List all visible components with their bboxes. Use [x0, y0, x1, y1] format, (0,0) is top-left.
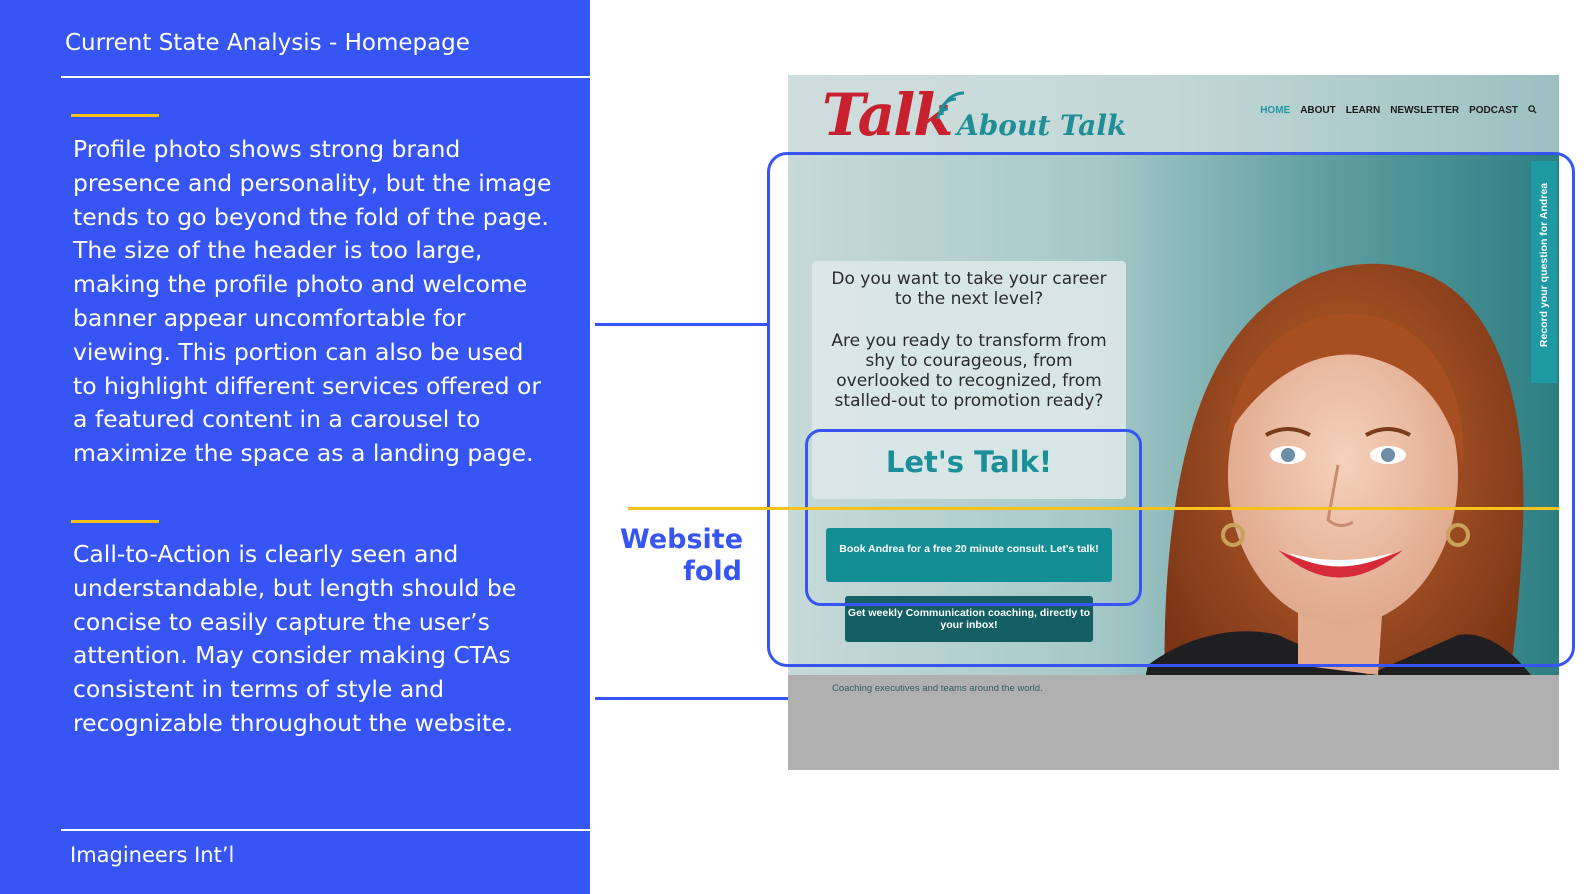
analysis-paragraph-cta: Call-to-Action is clearly seen and understandable, but length should be concise to easily capture the user’s attention. May consider making CTAs consistent in terms of style and recognizable throughout the website.	[73, 540, 517, 737]
site-header	[788, 75, 1559, 155]
newsletter-signup-button[interactable]: Get weekly Communication coaching, directly to your inbox!	[845, 596, 1093, 642]
title-divider	[61, 76, 590, 78]
connector-line-hero	[595, 323, 770, 326]
question-career: Do you want to take your career to the next level?	[831, 269, 1107, 309]
accent-bar	[71, 520, 159, 523]
fold-label-line-1: Website	[620, 524, 744, 555]
search-icon[interactable]	[1528, 105, 1537, 114]
nav-learn[interactable]: LEARN	[1345, 105, 1381, 116]
record-question-label: Record your question for Andrea	[1538, 182, 1550, 348]
website-fold-label	[620, 524, 742, 588]
logo-about-text: About Talk	[957, 109, 1127, 142]
nav-podcast[interactable]: PODCAST	[1469, 105, 1518, 116]
accent-bar	[71, 114, 159, 117]
site-footer-area	[788, 675, 1559, 770]
site-nav	[1260, 105, 1537, 116]
nav-newsletter[interactable]: NEWSLETTER	[1390, 105, 1460, 116]
cta-highlight-box	[805, 429, 1142, 606]
question-transform: Are you ready to transform from shy to courageous, from overlooked to recognized, from stalled-out to promotion ready?	[831, 331, 1107, 411]
left-panel	[0, 0, 590, 894]
book-consult-button[interactable]: Book Andrea for a free 20 minute consult. Let's talk!	[826, 528, 1112, 582]
analysis-paragraph-hero: Profile photo shows strong brand presence and personality, but the image tends to go beyond the fold of the page. The size of the header is too large, making the profile photo and welcome banner appear uncomfortable for viewing. This portion can also be used to highlight different services offered or a featured content in a carousel to maximize the space as a landing page.	[73, 135, 552, 468]
nav-home[interactable]: HOME	[1260, 105, 1291, 116]
nav-about[interactable]: ABOUT	[1300, 105, 1336, 116]
footer-divider	[61, 829, 590, 831]
lets-talk-headline: Let's Talk!	[885, 445, 1053, 479]
footer-brand: Imagineers Int’l	[70, 843, 235, 867]
slide-title: Current State Analysis - Homepage	[65, 30, 470, 56]
website-fold-line	[628, 507, 1559, 510]
site-tagline: Coaching executives and teams around the world.	[832, 683, 1043, 694]
logo-talk-text: Talk	[822, 81, 952, 149]
fold-label-line-2: fold	[683, 556, 742, 587]
